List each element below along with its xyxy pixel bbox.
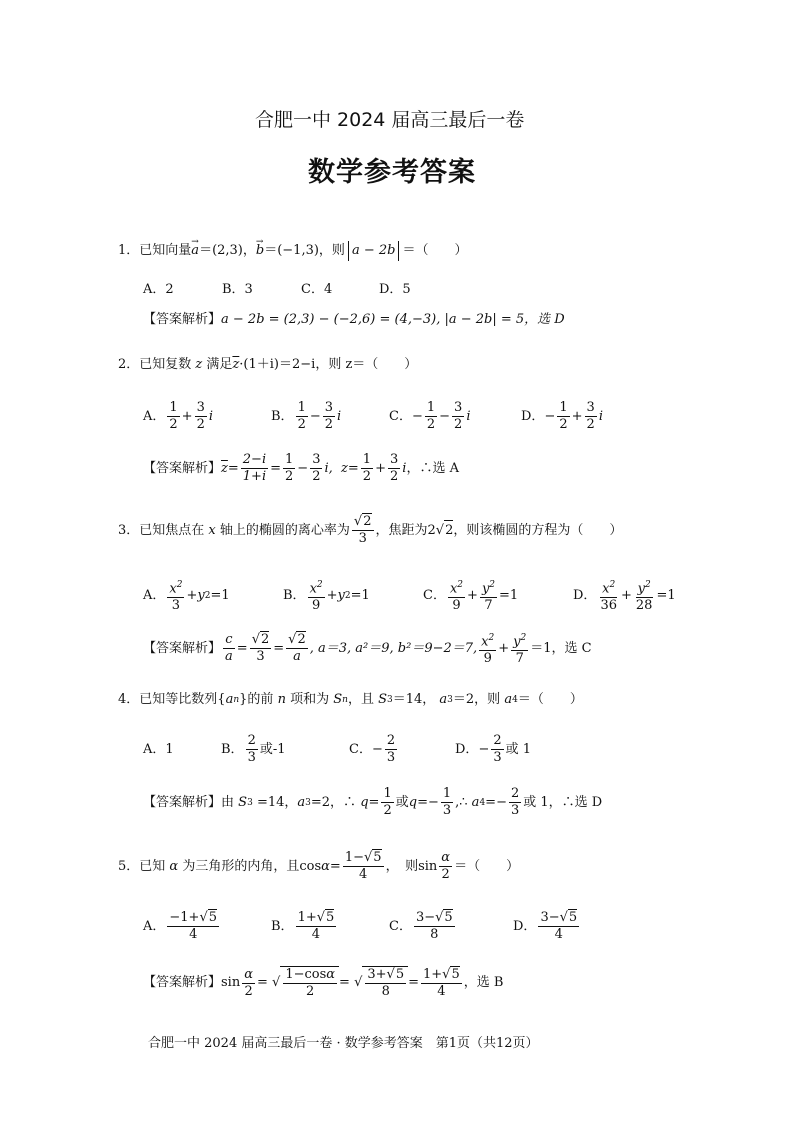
option-a: A．2 <box>143 282 174 297</box>
option-c: C．4 <box>301 282 333 297</box>
question-2-answer: 【答案解析】 $\overline{z}$ = $\frac{2-i}{1+i}$ = $\frac{1}{2}$ − $\frac{3}{2}$ i, z = $\frac{1}{2}$ + $\frac{3}{2}$ i ，∴选 A <box>143 452 459 484</box>
option-d: D．5 <box>379 282 411 297</box>
question-3-stem: 3． 已知焦点在 x 轴上的椭圆的离心率为 $\frac{√2}{3}$ ，焦距为 2√ 2 ，则该椭圆的方程为（ ） <box>118 514 623 546</box>
exam-title: 合肥一中 2024 届高三最后一卷 <box>255 109 525 131</box>
question-5-answer: 【答案解析】 sin $\frac{\alpha}{2}$ = √ $\frac{1-\cos\alpha}{2}$ = √ $\frac{3+√5}{8}$ = $\frac{1+√5}{4}$ ，选 B <box>143 966 504 999</box>
question-3-answer: 【答案解析】 $\frac{c}{a}$ = $\frac{√2}{3}$ = $\frac{√2}{a}$ , a＝3, a²＝9, b²＝9−2＝7, $\frac{x^2}{9}$ + $\frac{y^2}{7}$ ＝1，选 C <box>143 630 592 667</box>
option-b: B．3 <box>222 282 253 297</box>
question-4-options: A．1 B． $\frac{2}{3}$ 或-1 C． − $\frac{2}{3}$ D． − $\frac{2}{3}$ 或 1 <box>143 733 532 765</box>
question-4-stem: 4． 已知等比数列 { a n } 的前 n 项和为 S n ，且 S 3 ＝14， a 3 ＝2，则 a 4 ＝（ ） <box>118 692 583 707</box>
document-subtitle: 数学参考答案 <box>308 157 476 188</box>
page-footer: 合肥一中 2024 届高三最后一卷 · 数学参考答案 第1页（共12页） <box>148 1036 539 1051</box>
question-2-stem: 2． 已知复数 z 满足 $\overline{z}$ ·(1＋i)＝2−i，则 z＝（ ） <box>118 357 418 372</box>
question-1-answer: 【答案解析】 a − 2b = (2,3) − (−2,6) = (4,−3), |a − 2b| = 5，选 D <box>143 312 565 327</box>
question-1-options <box>143 280 411 300</box>
question-2-options: A． $\frac{1}{2}$ + $\frac{3}{2}$ i B． $\frac{1}{2}$ − $\frac{3}{2}$ i C． − $\frac{1}{2}$ − $\frac{3}{2}$ i D． − $\frac{1}{2}$ + $\frac{3}{2}$ i <box>143 400 603 432</box>
question-4-answer: 【答案解析】 由 S 3 =14， a 3 =2，∴ q = $\frac{1}{2}$ 或 q =− $\frac{1}{3}$ ,∴ a 4 =− $\frac{2}{3}$ 或 1，∴选 D <box>143 786 603 818</box>
question-5-options: A． $\frac{-1+√5}{4}$ B． $\frac{1+√5}{4}$ C． $\frac{3-√5}{8}$ D． $\frac{3-√5}{4}$ <box>143 910 578 942</box>
question-1-stem: 1． 已知向量 → a ＝(2,3)， → b ＝(−1,3)，则 a − 2b ＝（ ） <box>118 241 467 261</box>
question-5-stem: 5． 已知 α 为三角形的内角，且 cos α = $\frac{1-√5}{4}$ ， 则 sin $\frac{\alpha}{2}$ ＝（ ） <box>118 850 520 882</box>
question-3-options: A． $\frac{x^2}{3}$ + y 2 =1 B． $\frac{x^2}{9}$ + y 2 =1 C． $\frac{x^2}{9}$ + $\frac{y^2}{7}$ =1 D． $\frac{x^2}{36}$ + $\frac{y^2}{28}$ =1 <box>143 577 676 614</box>
